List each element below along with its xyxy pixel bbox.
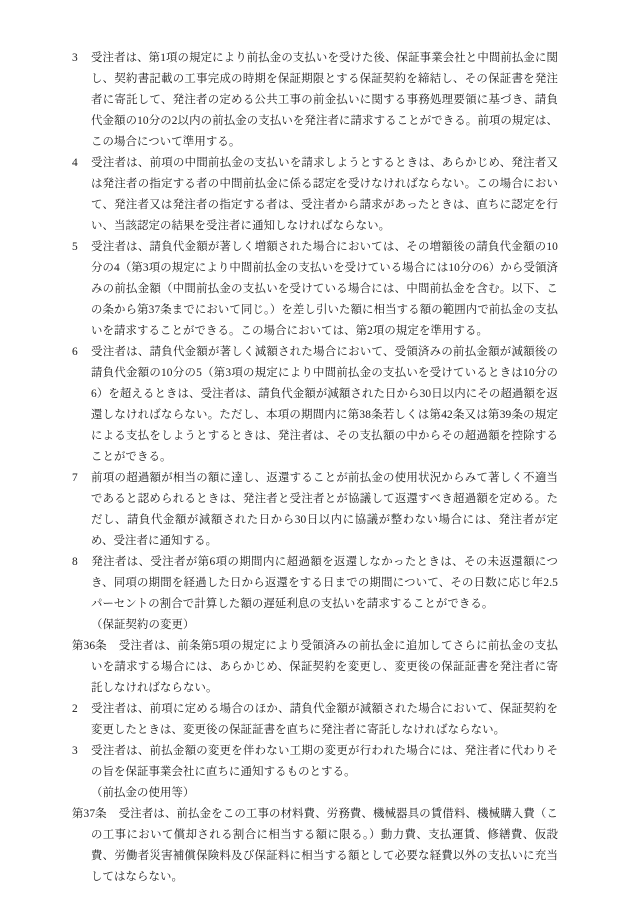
clause-text: 受注者は、前項に定める場合のほか、請負代金額が減額された場合において、保証契約を変更したときは、変更後の保証証書を直ちに発注者に寄託しなければならない。 [91, 703, 558, 736]
clause-text: 受注者は、前払金額の変更を伴わない工期の変更が行われた場合には、発注者に代わりその旨を保証事業会社に直ちに通知するものとする。 [91, 745, 558, 778]
clause-number: 6 [72, 346, 78, 358]
clause-paragraph [72, 153, 558, 237]
article-text: 受注者は、前条第5項の規定により受領済みの前払金に追加してさらに前払金の支払いを請求する場合には、あらかじめ、保証契約を変更し、変更後の保証証書を発注者に寄託しなければならない。 [91, 640, 558, 694]
clause-number: 7 [72, 472, 78, 484]
clause-number: 8 [72, 556, 78, 568]
clause-paragraph [72, 468, 558, 552]
clause-text: 前項の超過額が相当の額に達し、返還することが前払金の使用状況からみて著しく不適当であると認められるときは、発注者と受注者とが協議して返還すべき超過額を定める。ただし、請負代金額が減額された日から30日以内に協議が整わない場合には、発注者が定め、受注者に通知する。 [91, 472, 558, 547]
document-body [72, 48, 558, 888]
clause-number: 5 [72, 241, 78, 253]
clause-paragraph [72, 552, 558, 615]
clause-number: 4 [72, 157, 78, 169]
article-label: 第36条 [72, 640, 107, 652]
clause-number: 2 [72, 703, 78, 715]
clause-paragraph [72, 699, 558, 741]
clause-number: 3 [72, 52, 78, 64]
clause-text: 受注者は、前項の中間前払金の支払いを請求しようとするときは、あらかじめ、発注者又は発注者の指定する者の中間前払金に係る認定を受けなければならない。この場合において、発注者又は発注者の指定する者は、受注者から請求があったときは、直ちに認定を行い、当該認定の結果を受注者に通知しなければならない。 [91, 157, 558, 232]
section-caption: （前払金の使用等） [91, 787, 195, 799]
clause-paragraph [72, 741, 558, 783]
clause-paragraph [72, 48, 558, 153]
clause-text: 受注者は、請負代金額が著しく減額された場合において、受領済みの前払金額が減額後の請負代金額の10分の5（第3項の規定により中間前払金の支払いを受けているときは10分の6）を超えるときは、受注者は、請負代金額が減額された日から30日以内にその超過額を返還しなければならない。ただし、本項の期間内に第38条若しくは第42条又は第39条の規定による支払をしようとするときは、発注者は、その支払額の中からその超過額を控除することができる。 [91, 346, 558, 463]
article-paragraph [72, 804, 558, 888]
article-text: 受注者は、前払金をこの工事の材料費、労務費、機械器具の賃借料、機械購入費（この工事において償却される割合に相当する額に限る。）動力費、支払運賃、修繕費、仮設費、労働者災害補償保険料及び保証料に相当する額として必要な経費以外の支払いに充当してはならない。 [91, 808, 558, 883]
article-paragraph [72, 636, 558, 699]
clause-number: 3 [72, 745, 78, 757]
clause-text: 受注者は、第1項の規定により前払金の支払いを受けた後、保証事業会社と中間前払金に関し、契約書記載の工事完成の時期を保証期限とする保証契約を締結し、その保証書を発注者に寄託して、発注者の定める公共工事の前金払いに関する事務処理要領に基づき、請負代金額の10分の2以内の前払金の支払いを発注者に請求することができる。前項の規定は、この場合について準用する。 [91, 52, 558, 148]
clause-text: 発注者は、受注者が第6項の期間内に超過額を返還しなかったときは、その未返還額につき、同項の期間を経過した日から返還をする日までの期間について、その日数に応じ年2.5パーセントの割合で計算した額の遅延利息の支払いを請求することができる。 [91, 556, 558, 610]
article-label: 第37条 [72, 808, 107, 820]
clause-paragraph [72, 237, 558, 342]
clause-paragraph [72, 342, 558, 468]
section-caption: （保証契約の変更） [91, 619, 195, 631]
clause-text: 受注者は、請負代金額が著しく増額された場合においては、その増額後の請負代金額の10分の4（第3項の規定により中間前払金の支払いを受けている場合には10分の6）から受領済みの前払金額（中間前払金の支払いを受けている場合には、中間前払金を含む。以下、この条から第37条までにおいて同じ。）を差し引いた額に相当する額の範囲内で前払金の支払いを請求することができる。この場合においては、第2項の規定を準用する。 [91, 241, 558, 337]
